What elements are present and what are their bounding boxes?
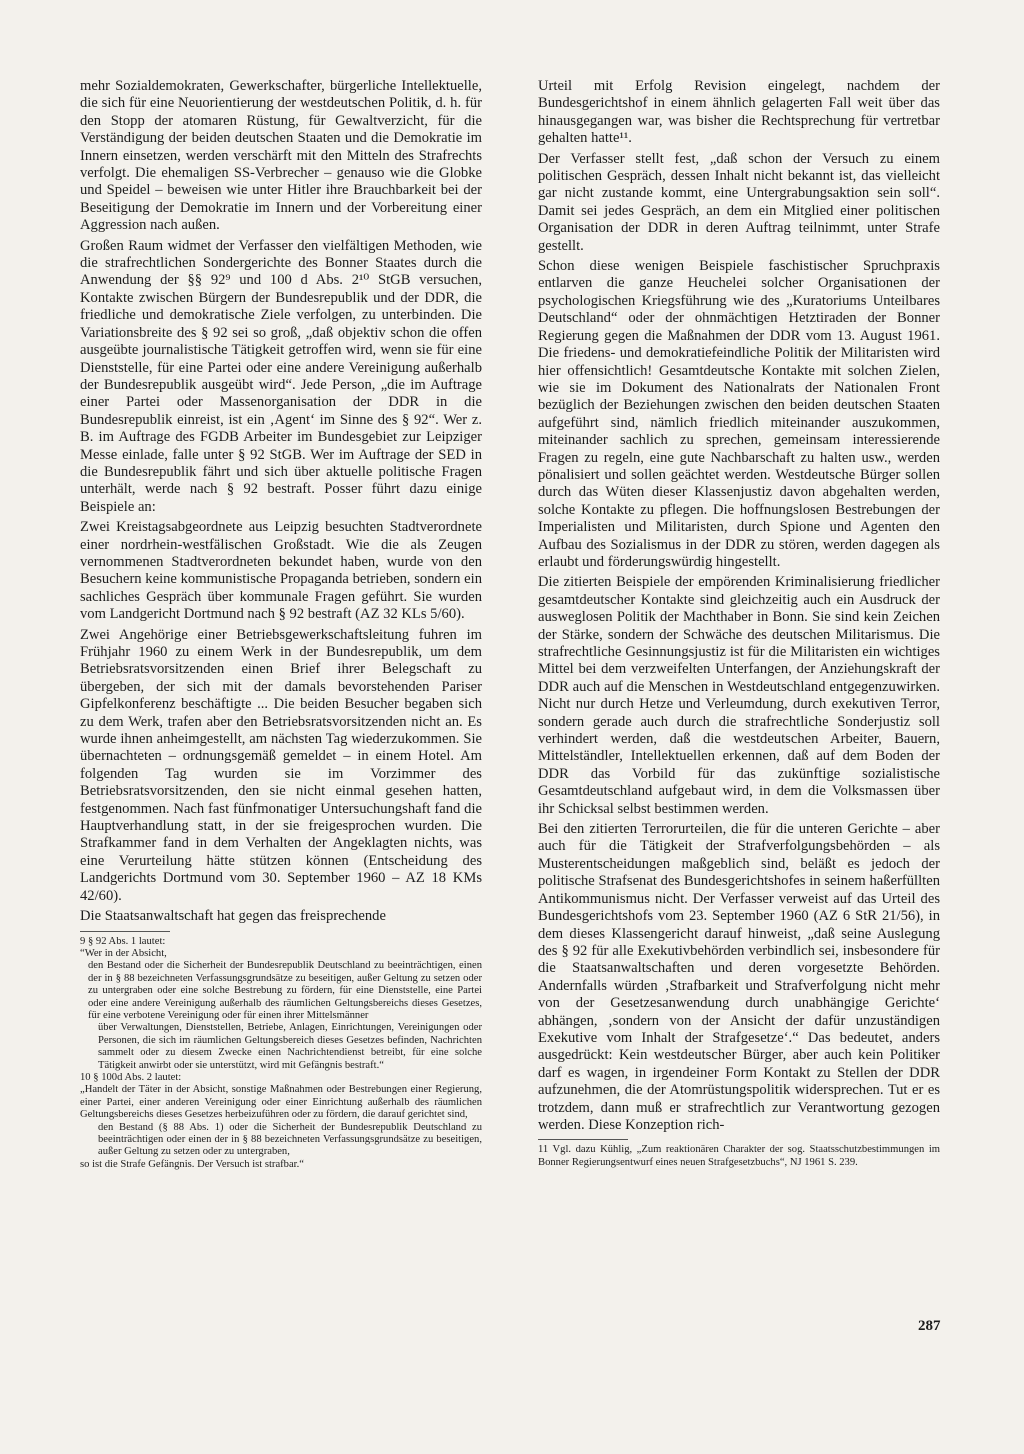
footnote-9-heading: 9 § 92 Abs. 1 lautet: [80, 935, 166, 947]
footnote-divider-right [538, 1139, 628, 1140]
right-footnotes [538, 1144, 940, 1169]
footnote-9-line: “Wer in der Absicht, [80, 947, 167, 959]
left-paragraph-1: mehr Sozialdemokraten, Gewerkschafter, bürgerliche Intellektuelle, die sich für eine Neuorientierung der westdeutschen Politik, d. h. für den Stopp der atomaren Rüstung, für Gewaltverzicht, für die Verständigung der beiden deutschen Staaten und die Demokratie im Innern einsetzen, werden verschärft mit den Mitteln des Strafrechts verfolgt. Die ehemaligen SS-Verbrecher – genauso wie die Globke und Speidel – beweisen wie unter Hitler ihre Brauchbarkeit bei der Beseitigung der Demokratie im Innern und der Vorbereitung einer Aggression nach außen. [80, 78, 482, 234]
page-number: 287 [918, 1318, 941, 1334]
left-footnotes [80, 936, 482, 1172]
left-paragraph-3: Zwei Kreistagsabgeordnete aus Leipzig besuchten Stadtverordnete einer nordrhein-westfälischen Großstadt. Wie die als Zeugen vernommenen Stadtverordneten bekundet haben, wurde von den Besuchern keine kommunistische Propaganda betrieben, sondern ein sachliches Gespräch über kommunale Fragen geführt. Sie wurden vom Landgericht Dortmund nach § 92 bestraft (AZ 32 KLs 5/60). [80, 519, 482, 623]
right-column [538, 78, 940, 1169]
footnote-divider-left [80, 931, 170, 932]
right-paragraph-2: Der Verfasser stellt fest, „daß schon der Versuch zu einem politischen Gespräch, dessen Inhalt nicht bekannt ist, das vielleicht gar nicht zustande kommt, eine Untergrabungsaktion sein soll“. Damit sei jedes Gespräch, an dem ein Mitglied einer politischen Organisation der DDR in deren Auftrag teilnimmt, unter Strafe gestellt. [538, 150, 940, 254]
footnote-10-body-3: so ist die Strafe Gefängnis. Der Versuch ist strafbar.“ [80, 1158, 304, 1170]
right-paragraph-4: Die zitierten Beispiele der empörenden Kriminalisierung friedlicher gesamtdeutscher Kontakte sind gleichzeitig auch ein Ausdruck der ausweglosen Politik der Machthaber in Bonn. Sie sind kein Zeichen der Stärke, sondern der Schwäche des deutschen Militarismus. Die strafrechtliche Gesinnungsjustiz ist für die Militaristen ein wichtiges Mittel bei dem verzweifelten Unterfangen, der Anziehungskraft der DDR auch auf die Menschen in Westdeutschland entgegenzuwirken. Nicht nur durch Hetze und Verleumdung, durch exekutiven Terror, sondern gerade auch durch die strafrechtliche Sonderjustiz soll verhindert werden, daß die westdeutschen Arbeiter, Bauern, Mittelständler, Intellektuellen erkennen, daß auf dem Boden der DDR das Vorbild für das zukünftige sozialistische Gesamtdeutschland aufgebaut wird, in dem die Volksmassen über ihr Schicksal selbst bestimmen werden. [538, 574, 940, 817]
left-paragraph-5: Die Staatsanwaltschaft hat gegen das freisprechende [80, 908, 386, 925]
footnote-11: 11 Vgl. dazu Kühlig, „Zum reaktionären Charakter der sog. Staatsschutzbestimmungen im Bonner Regierungsentwurf eines neuen Strafgesetzbuchs“, NJ 1961 S. 239. [538, 1144, 940, 1168]
footnote-10-heading: 10 § 100d Abs. 2 lautet: [80, 1071, 182, 1083]
right-paragraph-1: Urteil mit Erfolg Revision eingelegt, nachdem der Bundesgerichtshof in einem ähnlich gelagerten Fall weit über das hinausgegangen war, was bisher die Rechtsprechung für vertretbar gehalten hatte¹¹. [538, 78, 940, 147]
footnote-9-body-1: den Bestand oder die Sicherheit der Bundesrepublik Deutschland zu beeinträchtigen, einen der in § 88 bezeichneten Verfassungsgrundsätze zu beseitigen, außer Geltung zu setzen oder zu untergraben oder eine solche Bestrebung zu fördern, für eine Dienststelle, eine Partei oder eine andere Vereinigung außerhalb des räumlichen Geltungsbereichs dieses Gesetzes, für eine verbotene Vereinigung oder für einen ihrer Mittelsmänner [88, 960, 482, 1021]
right-paragraph-5: Bei den zitierten Terrorurteilen, die für die unteren Gerichte – aber auch für die Tätigkeit der Strafverfolgungsbehörden – als Musterentscheidungen maßgeblich sind, beläßt es jedoch der politische Strafsenat des Bundesgerichtshofes in seinem haßerfüllten Antikommunismus nicht. Der Verfasser verweist auf das Urteil des Bundesgerichtshofs vom 23. September 1960 (AZ 6 StR 21/56), in dem dieses Klassengericht darauf hinweist, „daß seine Auslegung des § 92 für alle Exekutivbehörden verbindlich sei, insbesondere für die Staatsanwaltschaften und deren vorgesetzte Behörden. Andernfalls würden ‚Strafbarkeit und Strafverfolgung nicht mehr von der Gesetzesanwendung durch unabhängige Gerichte‘ abhängen, ‚sondern von der Ansicht der dafür unzuständigen Exekutive vom Inhalt der Strafgesetze‘.“ Das bedeutet, anders ausgedrückt: Kein westdeutscher Bürger, aber auch kein Politiker darf es wagen, in irgendeiner Form Kontakt zu Stellen der DDR aufzunehmen, die der Atomrüstungspolitik widersprechen. Tut er es trotzdem, dann muß er strafrechtlich zur Verantwortung gezogen werden. Diese Konzeption rich- [538, 821, 940, 1133]
footnote-9-body-2: über Verwaltungen, Dienststellen, Betriebe, Anlagen, Einrichtungen, Vereinigungen oder Personen, die sich im räumlichen Geltungsbereich dieses Gesetzes befinden, Nachrichten sammelt oder zu diesem Zwecke einen Nachrichtendienst betreibt, für eine solche Tätigkeit anwirbt oder sie unterstützt, wird mit Gefängnis bestraft.“ [98, 1022, 482, 1071]
right-paragraph-3: Schon diese wenigen Beispiele faschistischer Spruchpraxis entlarven die ganze Heuchelei solcher Organisationen der psychologischen Kriegsführung wie des „Kuratoriums Unteilbares Deutschland“ oder der ohnmächtigen Hetztiraden der Bonner Regierung gegen die Maßnahmen der DDR vom 13. August 1961. Die friedens- und demokratiefeindliche Politik der Militaristen wird hier offensichtlich! Gesamtdeutsche Kontakte mit solchen Zielen, wie sie im Dokument des Nationalrats der Nationalen Front bezüglich der Beziehungen zwischen den beiden deutschen Staaten aufgeführt sind, nämlich friedlich miteinander auszukommen, miteinander sachlich zu sprechen, gemeinsam interessierende Fragen zu regeln, eine gute Nachbarschaft zu halten usw., werden pönalisiert und sollen geächtet werden. Westdeutsche Bürger sollen durch das Wüten dieser Klassenjustiz davon abgehalten werden, solche Kontakte zu pflegen. Die hoffnungslosen Bestrebungen der Imperialisten und Militaristen, durch Spione und Agenten den Aufbau des Sozialismus in der DDR zu stören, werden dagegen als erlaubt und förderungswürdig hingestellt. [538, 258, 940, 570]
left-column [80, 78, 482, 1171]
left-paragraph-4: Zwei Angehörige einer Betriebsgewerkschaftsleitung fuhren im Frühjahr 1960 zu einem Werk in der Bundesrepublik, um dem Betriebsratsvorsitzenden einen Brief ihrer Belegschaft zu übergeben, der sich mit der damals bevorstehenden Pariser Gipfelkonferenz beschäftigte ... Die beiden Besucher begaben sich zu dem Werk, trafen aber den Betriebsratsvorsitzenden nicht an. Es wurde ihnen anheimgestellt, am nächsten Tag wiederzukommen. Sie übernachteten – ordnungsgemäß gemeldet – in einem Hotel. Am folgenden Tag wurden sie im Vorzimmer des Betriebsratsvorsitzenden, den sie nicht einmal gesehen hatten, festgenommen. Nach fast fünfmonatiger Untersuchungshaft fand die Hauptverhandlung statt, in der sie freigesprochen wurden. Die Strafkammer fand in dem Verhalten der Angeklagten nichts, was eine Verurteilung hätte stützen können (Entscheidung des Landgerichts Dortmund vom 30. September 1960 – AZ 18 KMs 42/60). [80, 626, 482, 904]
footnote-10-body-2: den Bestand (§ 88 Abs. 1) oder die Sicherheit der Bundesrepublik Deutschland zu beeinträchtigen oder einen der in § 88 bezeichneten Verfassungsgrundsätze zu beseitigen, außer Geltung zu setzen oder zu untergraben, [98, 1121, 482, 1158]
footnote-10-body-1: „Handelt der Täter in der Absicht, sonstige Maßnahmen oder Bestrebungen einer Regierung, einer Partei, einer anderen Vereinigung oder einer Einrichtung außerhalb des räumlichen Geltungsbereichs dieses Gesetzes herbeizuführen oder zu fördern, die darauf gerichtet sind, [80, 1084, 482, 1121]
left-paragraph-2: Großen Raum widmet der Verfasser den vielfältigen Methoden, wie die strafrechtlichen Sondergerichte des Bonner Staates durch die Anwendung der §§ 92⁹ und 100 d Abs. 2¹⁰ StGB versuchen, Kontakte zwischen Bürgern der Bundesrepublik und der DDR, die friedliche und demokratische Ziele verfolgen, zu unterbinden. Die Variationsbreite des § 92 sei so groß, „daß objektiv schon die offen ausgeübte journalistische Tätigkeit getroffen wird, wenn sie für eine Dienststelle, für eine Partei oder eine andere Vereinigung außerhalb der Bundesrepublik ausgeübt wird“. Jede Person, „die im Auftrage einer Partei oder Massenorganisation der DDR in die Bundesrepublik einreist, ist ein ‚Agent‘ im Sinne des § 92“. Wer z. B. im Auftrage des FGDB Arbeiter im Bundesgebiet zur Leipziger Messe einlade, falle unter § 92 StGB. Wer im Auftrage der SED in die Bundesrepublik fährt und sich über aktuelle politische Fragen unterhält, werde nach § 92 bestraft. Posser führt dazu einige Beispiele an: [80, 237, 482, 515]
